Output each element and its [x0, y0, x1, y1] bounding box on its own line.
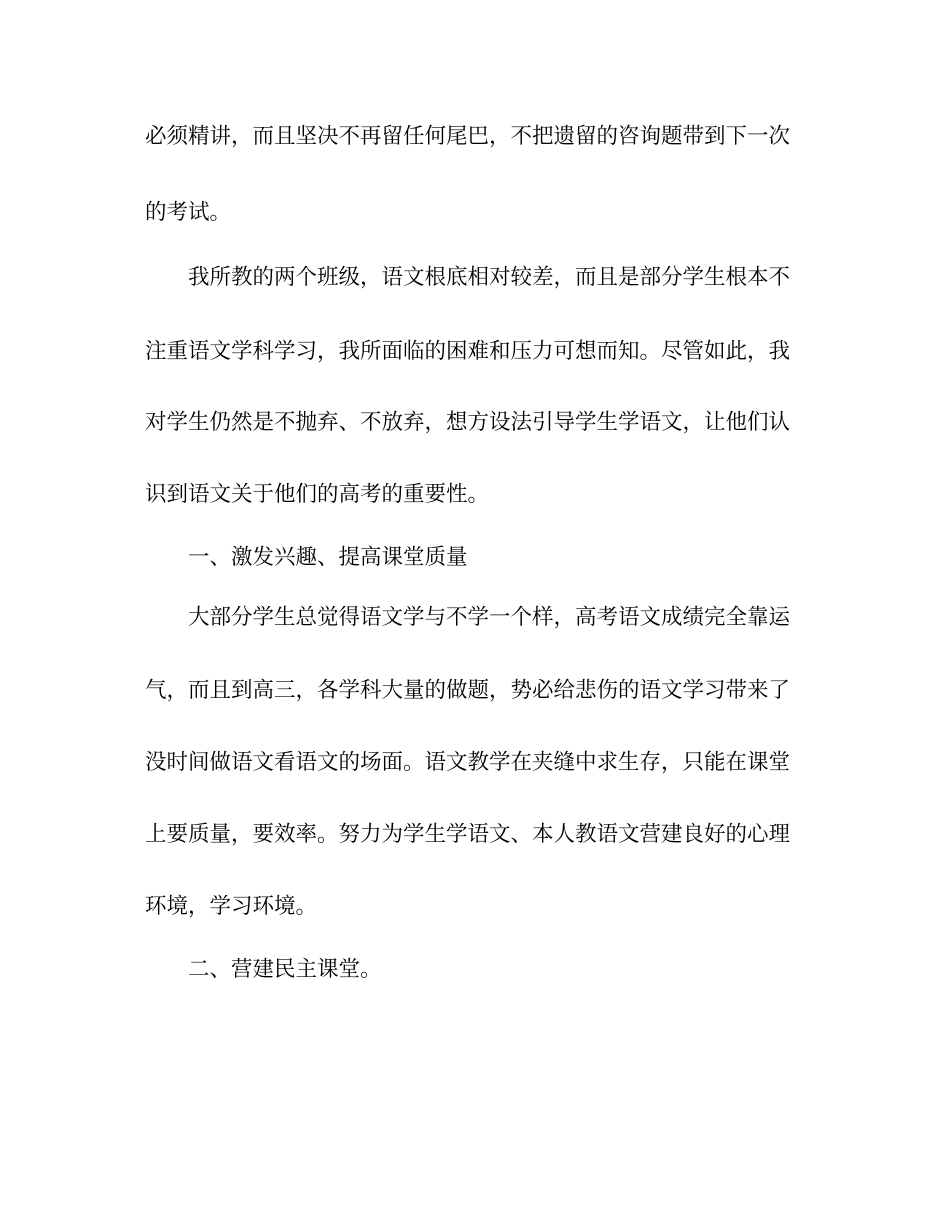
paragraph-line: 识到语文关于他们的高考的重要性。 [145, 482, 490, 507]
paragraph-line: 我所教的两个班级，语文根底相对较差，而且是部分学生根本不 [188, 265, 791, 290]
section-heading: 二、营建民主课堂。 [188, 957, 382, 982]
paragraph-line: 上要质量，要效率。努力为学生学语文、本人教语文营建良好的心理 [145, 822, 791, 847]
section-heading: 一、激发兴趣、提高课堂质量 [188, 545, 468, 570]
paragraph-line: 气，而且到高三，各学科大量的做题，势必给悲伤的语文学习带来了 [145, 678, 791, 703]
paragraph-line: 环境，学习环境。 [145, 894, 318, 919]
paragraph-line: 对学生仍然是不抛弃、不放弃，想方设法引导学生学语文，让他们认 [145, 410, 791, 435]
paragraph-line: 必须精讲，而且坚决不再留任何尾巴，不把遗留的咨询题带到下一次 [145, 124, 791, 149]
paragraph-line: 没时间做语文看语文的场面。语文教学在夹缝中求生存，只能在课堂 [145, 750, 791, 775]
paragraph-line: 大部分学生总觉得语文学与不学一个样，高考语文成绩完全靠运 [188, 605, 791, 630]
paragraph-line: 注重语文学科学习，我所面临的困难和压力可想而知。尽管如此，我 [145, 339, 791, 364]
paragraph-line: 的考试。 [145, 200, 232, 225]
